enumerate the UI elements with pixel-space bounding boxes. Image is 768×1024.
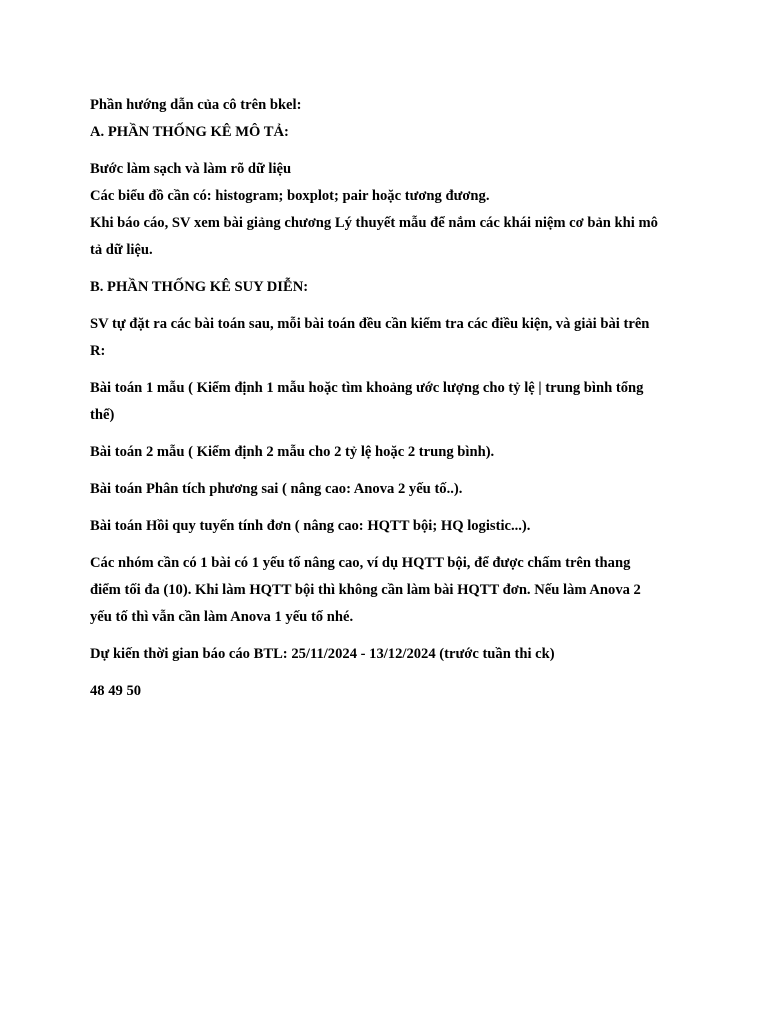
schedule-line: Dự kiến thời gian báo cáo BTL: 25/11/2024 - 13/12/2024 (trước tuần thi ck) [90,646,555,662]
problem-2-line: Bài toán 2 mẫu ( Kiểm định 2 mẫu cho 2 tỷ lệ hoặc 2 trung bình). [90,444,495,460]
note-line-2: điểm tối đa (10). Khi làm HQTT bội thì không cần làm bài HQTT đơn. Nếu làm Anova 2 [90,582,641,598]
numbers-line: 48 49 50 [90,683,142,699]
section-a-heading: A. PHẦN THỐNG KÊ MÔ TẢ: [90,124,289,140]
task-intro-line-2: R: [90,343,106,359]
section-a-line-2: Các biểu đồ cần có: histogram; boxplot; pair hoặc tương đương. [90,188,490,204]
note-line-1: Các nhóm cần có 1 bài có 1 yếu tố nâng cao, ví dụ HQTT bội, để được chấm trên thang [90,555,631,571]
note-line-3: yếu tố thì vẫn cần làm Anova 1 yếu tố nhé. [90,609,354,625]
section-a-line-1: Bước làm sạch và làm rõ dữ liệu [90,161,292,177]
task-intro-line-1: SV tự đặt ra các bài toán sau, mỗi bài toán đều cần kiểm tra các điều kiện, và giải bài trên [90,316,650,332]
document-page [90,92,690,705]
problem-1-line-2: thể) [90,407,115,423]
section-a-line-4: tả dữ liệu. [90,242,153,258]
problem-4-line: Bài toán Hồi quy tuyến tính đơn ( nâng cao: HQTT bội; HQ logistic...). [90,518,531,534]
section-a-line-3: Khi báo cáo, SV xem bài giảng chương Lý thuyết mẫu để nắm các khái niệm cơ bản khi mô [90,215,658,231]
problem-3-line: Bài toán Phân tích phương sai ( nâng cao: Anova 2 yếu tố..). [90,481,463,497]
problem-1-line-1: Bài toán 1 mẫu ( Kiểm định 1 mẫu hoặc tìm khoảng ước lượng cho tỷ lệ | trung bình tổng [90,380,644,396]
section-b-heading: B. PHẦN THỐNG KÊ SUY DIỄN: [90,279,309,295]
intro-line: Phần hướng dẫn của cô trên bkel: [90,97,302,113]
